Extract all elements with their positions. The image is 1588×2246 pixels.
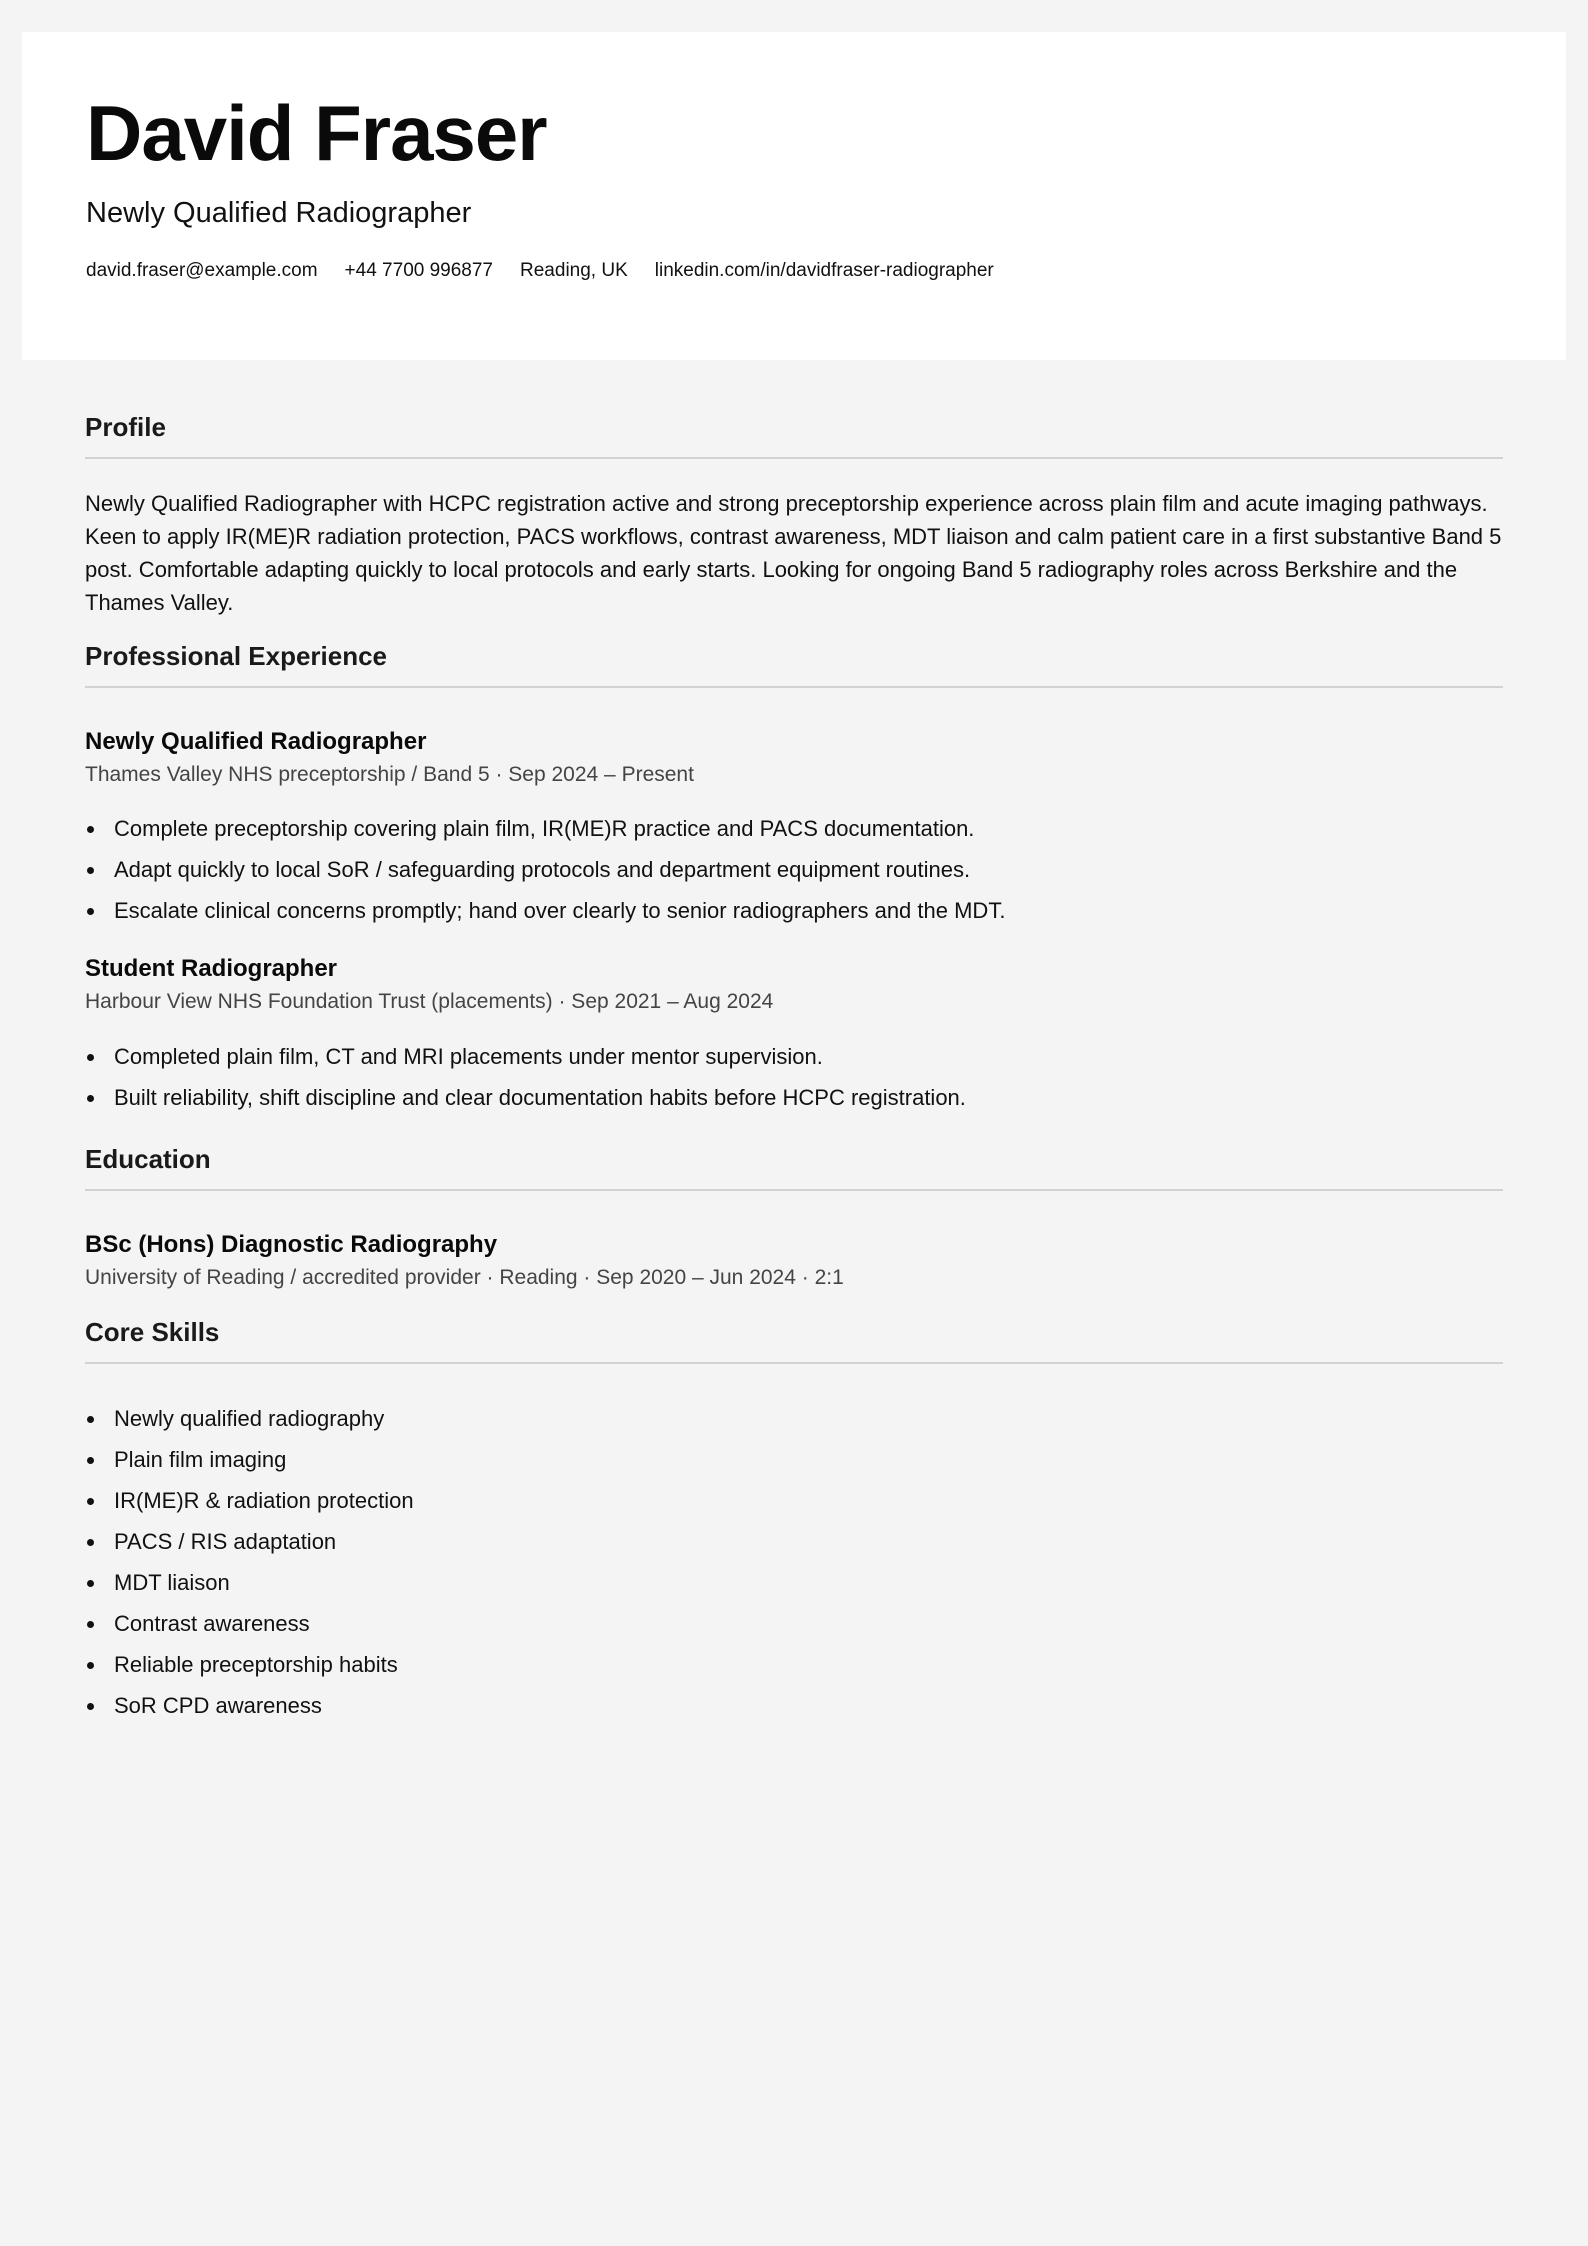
skills-list — [85, 1398, 1503, 1726]
skill-item: SoR CPD awareness — [85, 1685, 1503, 1726]
section-title-experience: Professional Experience — [85, 641, 1503, 688]
degree-title: BSc (Hons) Diagnostic Radiography — [85, 1230, 498, 1258]
job-entry — [85, 728, 1503, 931]
job-bullet: Adapt quickly to local SoR / safeguarding protocols and department equipment routines. — [85, 849, 1503, 890]
skill-item: Reliable preceptorship habits — [85, 1644, 1503, 1685]
section-title-profile: Profile — [85, 412, 1503, 459]
job-bullet: Escalate clinical concerns promptly; hand over clearly to senior radiographers and the MDT. — [85, 890, 1503, 931]
education-meta: University of Reading / accredited provider · Reading · Sep 2020 – Jun 2024 · 2:1 — [85, 1265, 844, 1289]
section-title-skills: Core Skills — [85, 1317, 1503, 1364]
skill-item: Plain film imaging — [85, 1439, 1503, 1480]
job-title: Newly Qualified Radiographer — [85, 728, 427, 756]
skill-item: PACS / RIS adaptation — [85, 1521, 1503, 1562]
skills-section — [85, 1317, 1503, 1726]
contact-location: Reading, UK — [520, 260, 628, 281]
job-bullet: Completed plain film, CT and MRI placements under mentor supervision. — [85, 1036, 1503, 1077]
candidate-headline: Newly Qualified Radiographer — [86, 197, 472, 229]
experience-section — [85, 641, 1503, 1117]
education-entry — [85, 1231, 1503, 1291]
job-entry — [85, 955, 1503, 1117]
job-bullet: Built reliability, shift discipline and clear documentation habits before HCPC registration. — [85, 1077, 1503, 1118]
resume-header — [22, 32, 1566, 360]
section-title-education: Education — [85, 1144, 1503, 1191]
job-bullets — [85, 1036, 1503, 1118]
job-bullets — [85, 808, 1503, 931]
education-section — [85, 1144, 1503, 1291]
profile-section — [85, 412, 1503, 619]
skill-item: IR(ME)R & radiation protection — [85, 1480, 1503, 1521]
skill-item: Newly qualified radiography — [85, 1398, 1503, 1439]
contact-linkedin[interactable]: linkedin.com/in/davidfraser-radiographer — [654, 260, 994, 281]
job-bullet: Complete preceptorship covering plain film, IR(ME)R practice and PACS documentation. — [85, 808, 1503, 849]
job-meta: Thames Valley NHS preceptorship / Band 5 · Sep 2024 – Present — [85, 763, 694, 787]
job-meta: Harbour View NHS Foundation Trust (placements) · Sep 2021 – Aug 2024 — [85, 990, 774, 1014]
resume-body — [85, 412, 1503, 1726]
skill-item: MDT liaison — [85, 1562, 1503, 1603]
contact-phone[interactable]: +44 7700 996877 — [344, 260, 494, 281]
job-title: Student Radiographer — [85, 955, 338, 983]
contact-row — [86, 260, 994, 283]
contact-email[interactable]: david.fraser@example.com — [86, 260, 318, 281]
profile-summary: Newly Qualified Radiographer with HCPC registration active and strong preceptorship experience across plain film and acute imaging pathways. Keen to apply IR(ME)R radiation protection, PACS workflows, contrast awareness, MDT liaison and calm patient care in a first substantive Band 5 post. Comfortable adapting quickly to local protocols and early starts. Looking for ongoing Band 5 radiography roles across Berkshire and the Thames Valley. — [85, 491, 1502, 616]
skill-item: Contrast awareness — [85, 1603, 1503, 1644]
candidate-name: David Fraser — [86, 89, 547, 177]
